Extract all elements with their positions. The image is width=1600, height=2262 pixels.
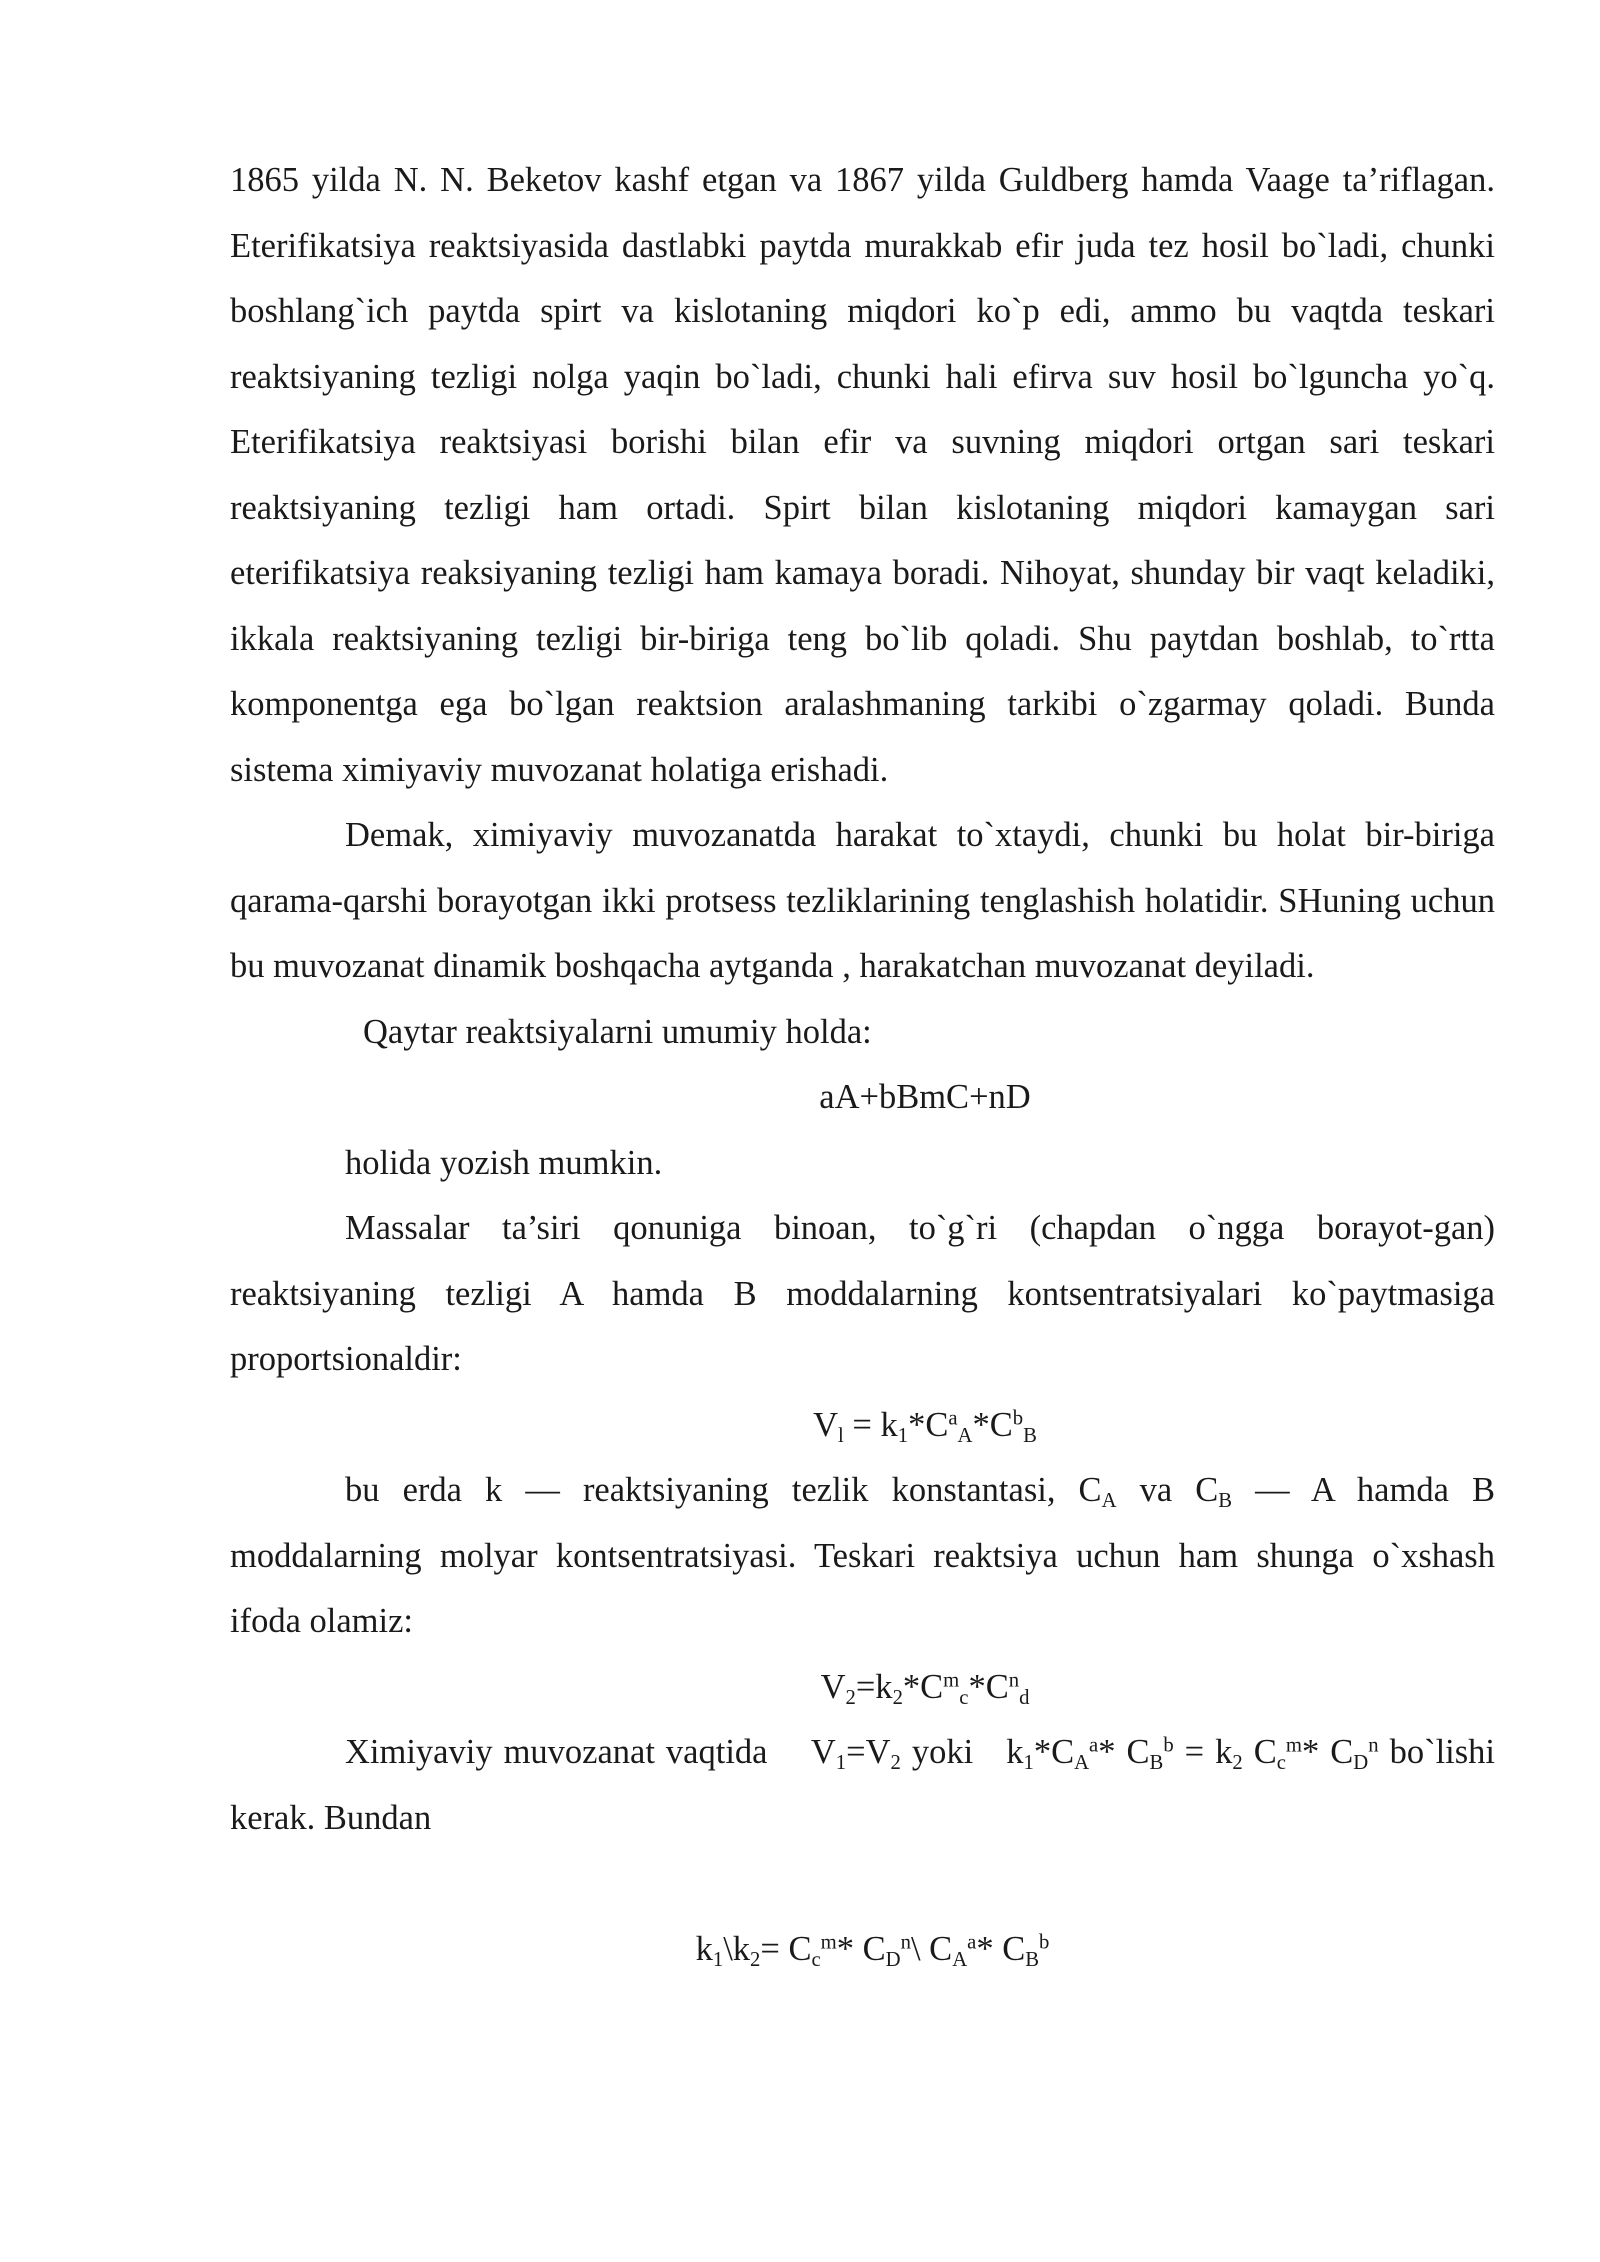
paragraph-6-part-a: bu erda k — reaktsiyaning tezlik konstantasi, C	[345, 1471, 1102, 1509]
general-reaction-equation	[230, 1065, 1495, 1131]
paragraph-6-part-c: — A hamda B moddalarning molyar kontsentratsiyasi. Teskari reaktsiya uchun ham shunga o`xshash ifoda olamiz:	[230, 1471, 1495, 1640]
reverse-rate-equation: $V_2=k_2*C^m_c*C^n_d$	[820, 1667, 1030, 1709]
paragraph-6-sub-b: B	[1218, 1490, 1233, 1513]
paragraph-4: holida yozish mumkin.	[345, 1143, 663, 1182]
paragraph-7-part-c: bo`lishi kerak. Bundan	[230, 1733, 1496, 1837]
forward-rate-equation: $V_l = k_1*C^a_A*C^b_B$	[813, 1405, 1037, 1447]
paragraph-7-part-b: yoki	[911, 1733, 974, 1771]
equilibrium-constant-equation: $k_1\backslash k_2= C_c^m*$ $C_D^n\backslash$ $C_A^a*$ $C_B^b$	[695, 1930, 1050, 1972]
paragraph-6-part-b: va C	[1116, 1471, 1219, 1509]
general-reaction-text: aA+bBmC+nD	[819, 1078, 1031, 1116]
spacer	[230, 1851, 1495, 1917]
paragraph-5: Massalar ta’siri qonuniga binoan, to`g`ri (chapdan o`ngga borayot-gan) reaktsiyaning tezligi A hamda B moddalarning kontsentratsiyalari ko`paytmasiga proportsionaldir:	[230, 1209, 1495, 1378]
paragraph-7: Ximiyaviy muvozanat vaqtida $V_1=V_2$ yoki $k_1*C_A^a*$ $C_B^b = k_2$ $C_c^m*$ $C_D^n$ bo`lishi kerak. Bundan	[230, 1733, 1496, 1837]
paragraph-6	[230, 1458, 1495, 1655]
paragraph-1: 1865 yilda N. N. Beketov kashf etgan va 1867 yilda Guldberg hamda Vaage ta’riflagan. Eterifikatsiya reaktsiyasida dastlabki paytda murakkab efir juda tez hosil bo`ladi, chunki boshlang`ich paytda spirt va kislotaning miqdori ko`p edi, ammo bu vaqtda teskari reaktsiyaning tezligi nolga yaqin bo`ladi, chunki hali efirva suv hosil bo`lguncha yo`q. Eterifikatsiya reaktsiyasi borishi bilan efir va suvning miqdori ortgan sari teskari reaktsiyaning tezligi ham ortadi. Spirt bilan kislotaning miqdori kamaygan sari eterifikatsiya reaksiyaning tezligi ham kamaya boradi. Nihoyat, shunday bir vaqt keladiki, ikkala reaktsiyaning tezligi bir-biriga teng bo`lib qoladi. Shu paytdan boshlab, to`rtta komponentga ega bo`lgan reaktsion aralashmaning tarkibi o`zgarmay qoladi. Bunda sistema ximiyaviy muvozanat holatiga erishadi.	[230, 161, 1495, 789]
paragraph-6-sub-a: A	[1101, 1490, 1117, 1513]
paragraph-7-part-a: Ximiyaviy muvozanat vaqtida	[345, 1733, 768, 1771]
document-page	[230, 148, 1495, 1983]
paragraph-2: Demak, ximiyaviy muvozanatda harakat to`xtaydi, chunki bu holat bir-biriga qarama-qarshi borayotgan ikki protsess tezliklarining tenglashish holatidir. SHuning uchun bu muvozanat dinamik boshqacha aytganda , harakatchan muvozanat deyiladi.	[230, 816, 1495, 985]
paragraph-3: Qaytar reaktsiyalarni umumiy holda:	[363, 1012, 872, 1051]
